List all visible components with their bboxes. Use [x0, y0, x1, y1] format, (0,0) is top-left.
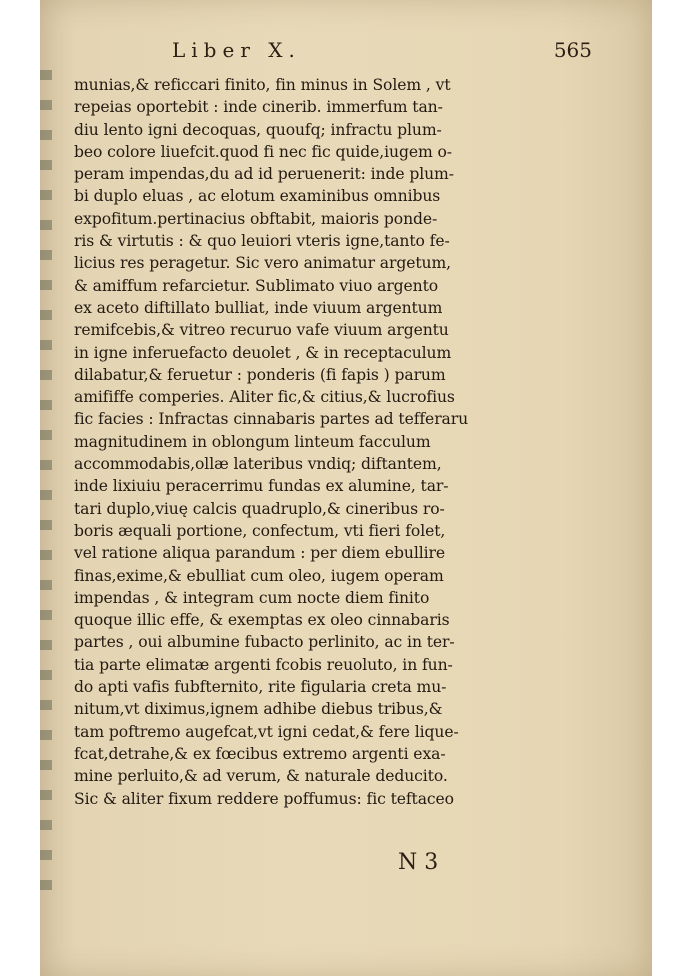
page-number: 565 [553, 38, 592, 62]
text-line: partes , oui albumine fubacto perlinito, ac in ter- [74, 633, 455, 652]
binding-marks [40, 70, 52, 890]
text-line: magnitudinem in oblongum linteum facculum [74, 432, 431, 451]
text-line: ex aceto diftillato bulliat, inde viuum argentum [74, 298, 443, 317]
text-line: bi duplo eluas , ac elotum examinibus omnibus [74, 187, 441, 206]
text-line: inde lixiuiu peracerrimu fundas ex alumine, tar- [74, 477, 449, 496]
text-line: remifcebis,& vitreo recuruo vafe viuum argentu [74, 321, 449, 340]
text-line: finas,exime,& ebulliat cum oleo, iugem operam [74, 566, 444, 585]
text-line: boris æquali portione, confectum, vti fieri folet, [74, 521, 446, 540]
signature-mark: N 3 [398, 850, 439, 875]
text-line: vel ratione aliqua parandum : per diem ebullire [74, 544, 445, 563]
text-line: do apti vafis fubfternito, rite figularia creta mu- [74, 678, 447, 697]
text-line: fic facies : Infractas cinnabaris partes ad tefferaru [74, 410, 469, 429]
text-line: expofitum.pertinacius obftabit, maioris ponde- [74, 209, 438, 228]
text-line: tam poftremo augefcat,vt igni cedat,& fere lique- [74, 722, 459, 741]
running-head-title: Liber X. [172, 38, 301, 62]
text-line: peram impendas,du ad id peruenerit: inde plum- [74, 165, 454, 184]
text-line: mine perluito,& ad verum, & naturale deducito. [74, 767, 448, 786]
text-line: munias,& reficcari finito, fin minus in Solem , vt [74, 76, 451, 94]
text-line: tari duplo,viuę calcis quadruplo,& cineribus ro- [74, 499, 445, 518]
text-line: ris & virtutis : & quo leuiori vteris igne,tanto fe- [74, 232, 450, 251]
text-line: licius res peragetur. Sic vero animatur argetum, [74, 254, 452, 273]
text-line: accommodabis,ollæ lateribus vndiq; diftantem, [74, 455, 442, 474]
text-line: amififfe comperies. Aliter fic,& citius,& lucrofius [74, 388, 455, 407]
text-line: tia parte elimatæ argenti fcobis reuoluto, in fun- [74, 655, 453, 674]
running-head [162, 38, 602, 68]
page-margin [0, 0, 40, 976]
text-line: fcat,detrahe,& ex fœcibus extremo argenti exa- [74, 744, 446, 763]
text-line: & amiffum refarcietur. Sublimato viuo argento [74, 276, 439, 295]
body-text [74, 74, 514, 810]
text-line: diu lento igni decoquas, quoufq; infractu plum- [74, 120, 442, 139]
text-line: Sic & aliter fixum reddere poffumus: fic teftaceo [74, 789, 454, 808]
text-line: dilabatur,& feruetur : ponderis (fi fapis ) parum [74, 365, 446, 384]
text-line: quoque illic effe, & exemptas ex oleo cinnabaris [74, 611, 450, 630]
text-line: nitum,vt diximus,ignem adhibe diebus tribus,& [74, 700, 443, 719]
text-line: beo colore liuefcit.quod fi nec fic quide,iugem o- [74, 142, 452, 161]
text-line: impendas , & integram cum nocte diem finito [74, 588, 430, 607]
text-line: repeias oportebit : inde cinerib. immerfum tan- [74, 98, 443, 117]
text-line: in igne inferuefacto deuolet , & in receptaculum [74, 343, 452, 362]
